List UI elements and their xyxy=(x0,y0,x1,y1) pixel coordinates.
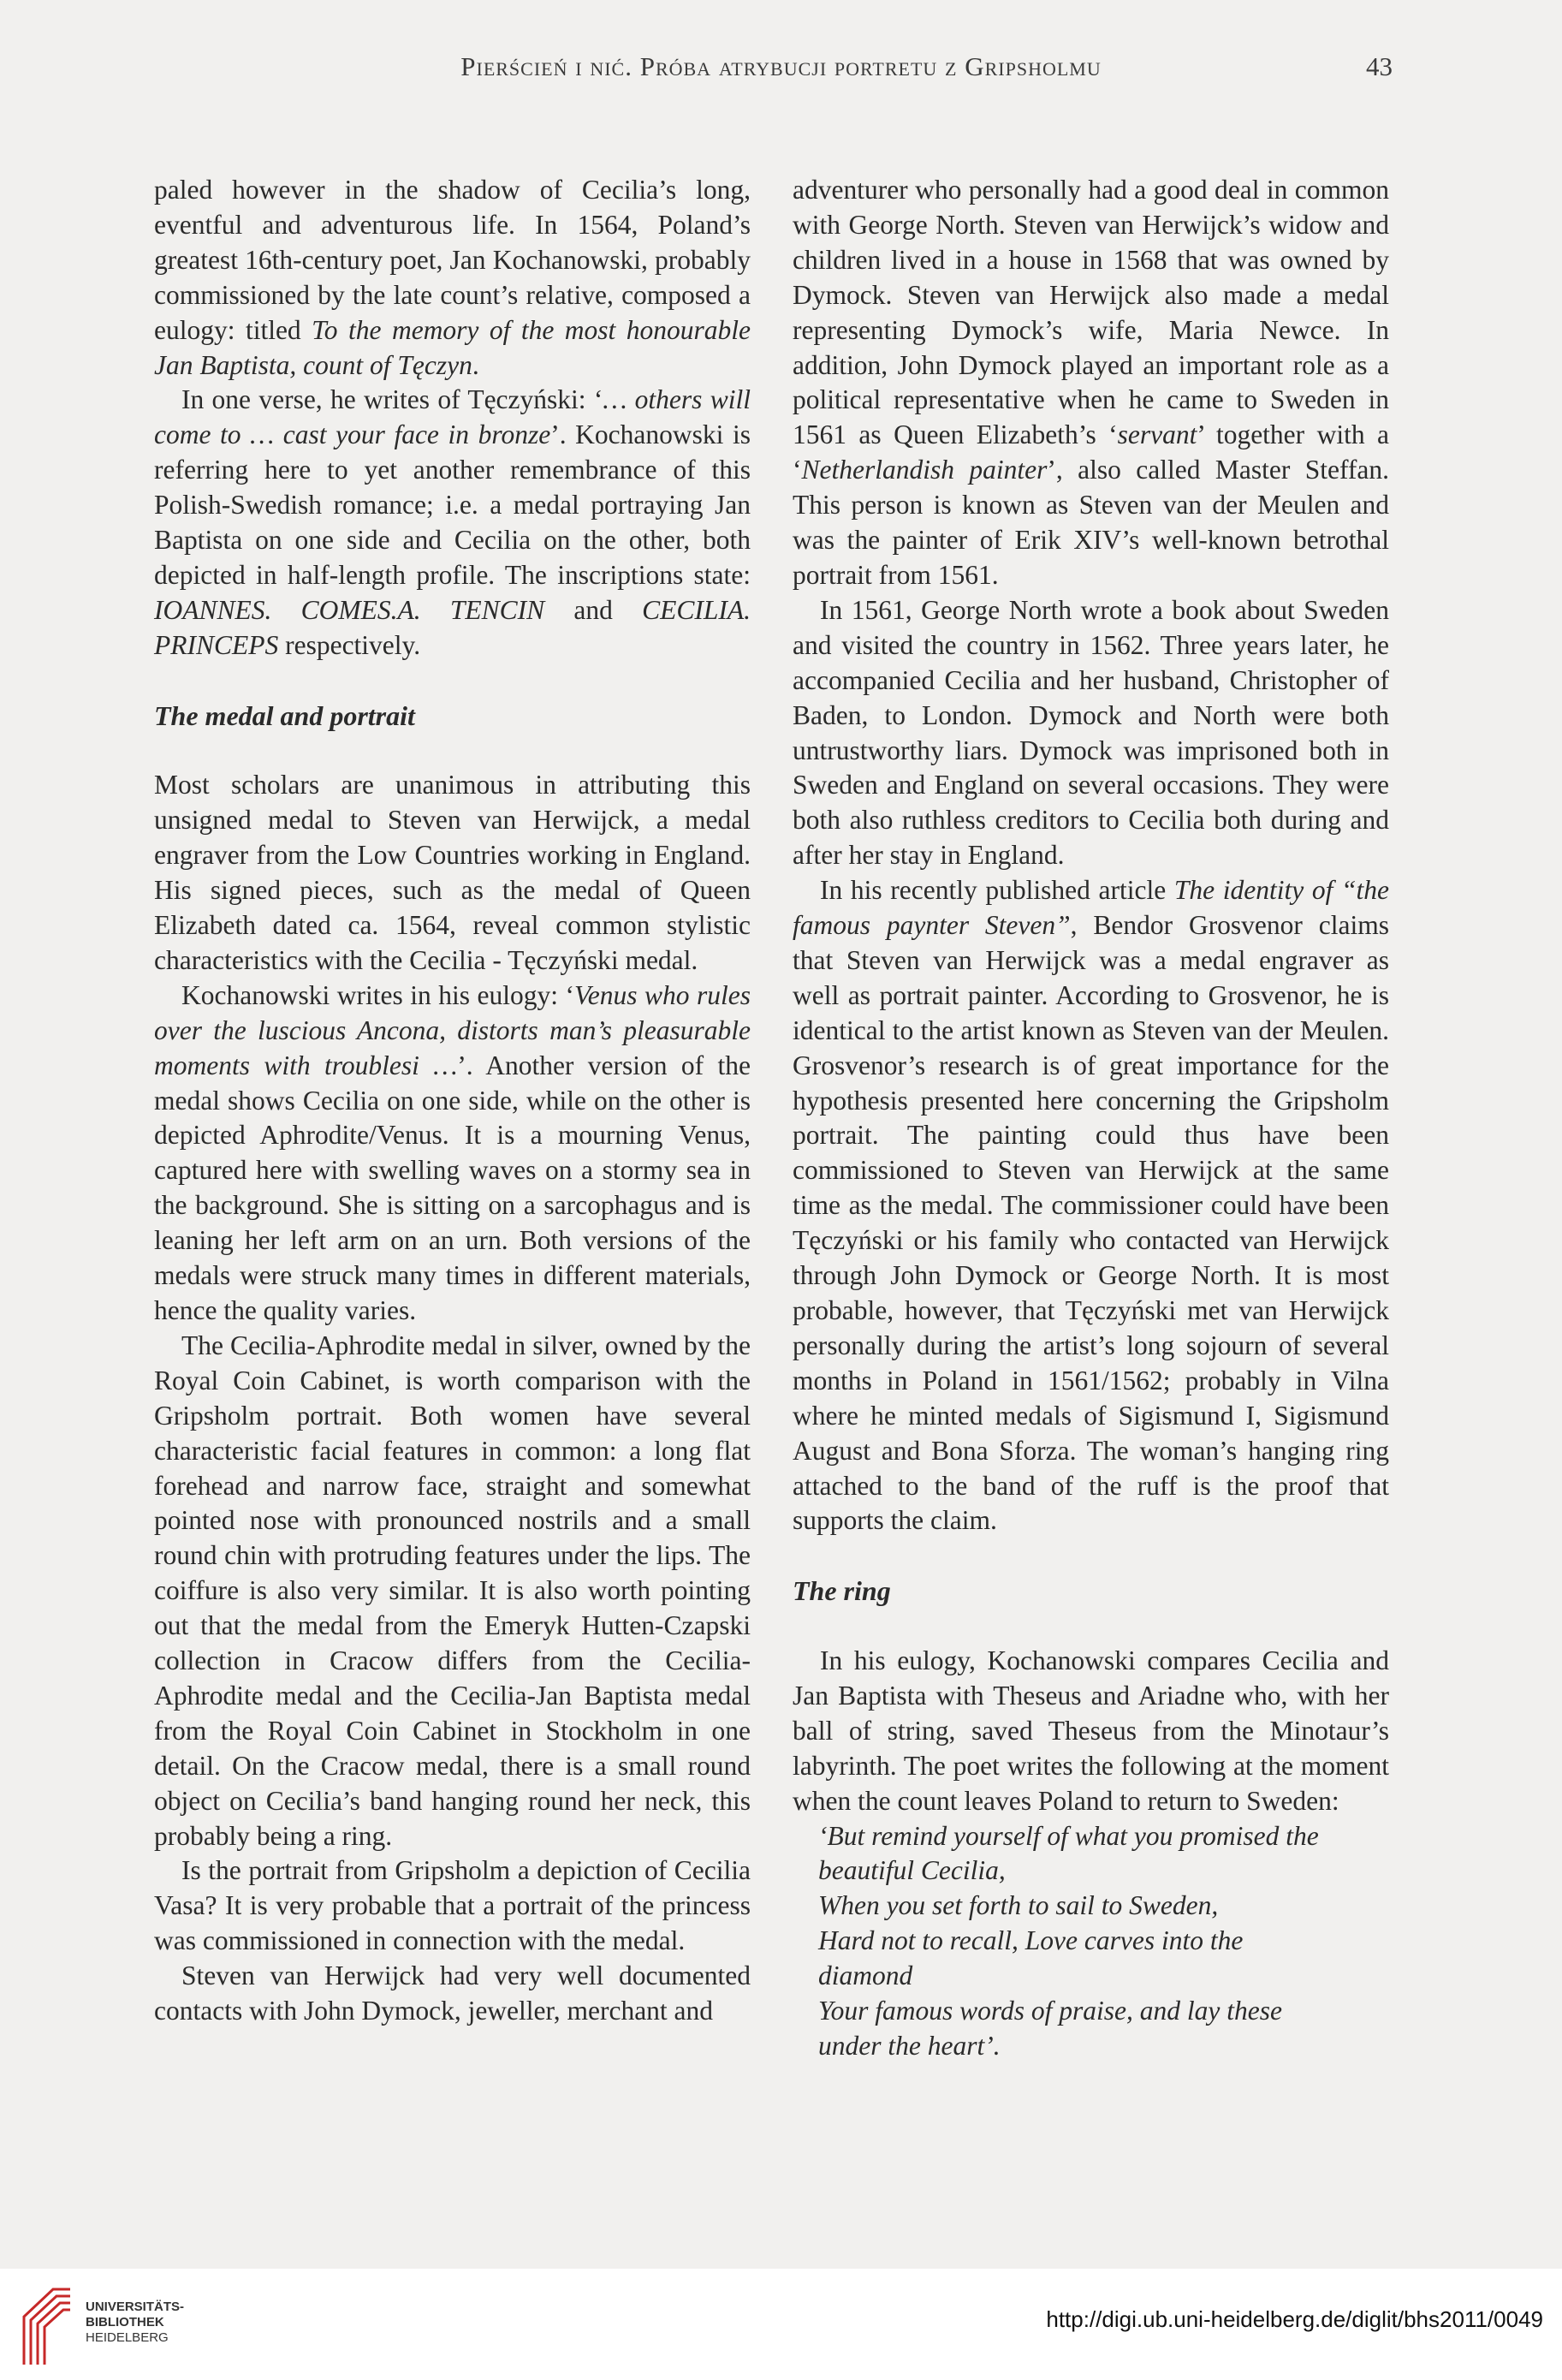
paragraph: In 1561, George North wrote a book about Sweden and visited the country in 1562. Three years later, he accompanied Cecilia and her husband, Christopher of Baden, to London. Dymock and North were both untrustworthy liars. Dymock was imprisoned both in Sweden and England on several occasions. They were both also ruthless creditors to Cecilia both during and after her stay in England. xyxy=(793,594,1389,871)
source-url-link[interactable]: http://digi.ub.uni-heidelberg.de/diglit/bhs2011/0049 xyxy=(1046,2306,1543,2332)
inscription: CECILIA. PRINCEPS xyxy=(154,594,751,660)
poem-line: When you set forth to sail to Sweden, xyxy=(818,1890,1219,1921)
paragraph: adventurer who personally had a good deal in common with George North. Steven van Herwijck’s widow and children lived in a house in 1568 that was owned by Dymock. Steven van Herwijck also made a medal representing Dymock’s wife, Maria Newce. In addition, John Dymock played an important role as a political representative when he came to Sweden in 1561 as Queen Elizabeth’s ‘servant’ together with a ‘Netherlandish painter’, also called Master Steffan. This person is known as Steven van der Meulen and was the painter of Erik XIV’s well-known betrothal portrait from 1561. xyxy=(793,175,1389,590)
eulogy-title: To the memory of the most honourable Jan Baptista, count of Tęczyn xyxy=(154,314,751,380)
paragraph: Most scholars are unanimous in attributing this unsigned medal to Steven van Herwijck, a medal engraver from the Low Countries working in England. His signed pieces, such as the medal of Queen Elizabeth dated ca. 1564, reveal common stylistic characteristics with the Cecilia - Tęczyński medal. xyxy=(154,770,751,975)
article-title: The identity of “the famous paynter Steven” xyxy=(793,875,1389,941)
poem-line: diamond xyxy=(818,1961,913,1991)
paragraph: Is the portrait from Gripsholm a depiction of Cecilia Vasa? It is very probable that a portrait of the princess was commissioned in connection with the medal. xyxy=(154,1855,751,1956)
quote: … others will come to … cast your face in bronze xyxy=(154,384,751,450)
quote: Netherlandish painter xyxy=(801,455,1048,485)
poem-line: ‘But remind yourself of what you promised the xyxy=(818,1820,1319,1851)
library-logo-icon xyxy=(19,2282,75,2368)
digitization-footer xyxy=(0,2269,1562,2380)
paragraph: Steven van Herwijck had very well documented contacts with John Dymock, jeweller, merchant and xyxy=(154,1961,751,2026)
section-heading: The medal and portrait xyxy=(154,699,415,731)
poem-line: Hard not to recall, Love carves into the xyxy=(818,1925,1244,1956)
inscription: IOANNES. COMES.A. TENCIN xyxy=(154,594,545,625)
paragraph: In one verse, he writes of Tęczyński: ‘… others will come to … cast your face in bronze’. Kochanowski is referring here to yet another remembrance of this Polish-Swedish romance; i.e. a medal portraying Jan Baptista on one side and Cecilia on the other, both depicted in half-length profile. The inscriptions state: IOANNES. COMES.A. TENCIN and CECILIA. PRINCEPS respectively. xyxy=(154,384,751,660)
paragraph: The Cecilia-Aphrodite medal in silver, owned by the Royal Coin Cabinet, is worth comparison with the Gripsholm portrait. Both women have several characteristic facial features in common: a long flat forehead and narrow face, straight and somewhat pointed nose with pronounced nostrils and a small round chin with protruding features under the lips. The coiffure is also very similar. It is also worth pointing out that the medal from the Emeryk Hutten-Czapski collection in Cracow differs from the Cecilia-Aphrodite medal and the Cecilia-Jan Baptista medal from the Royal Coin Cabinet in Stockholm in one detail. On the Cracow medal, there is a small round object on Cecilia’s band hanging round her neck, this probably being a ring. xyxy=(154,1330,751,1851)
paragraph: In his recently published article The identity of “the famous paynter Steven”, Bendor Grosvenor claims that Steven van Herwijck was a medal engraver as well as portrait painter. According to Grosvenor, he is identical to the artist known as Steven van der Meulen. Grosvenor’s research is of great importance for the hypothesis presented here concerning the Gripsholm portrait. The painting could thus have been commissioned to Steven van Herwijck at the same time as the medal. The commissioner could have been Tęczyński or his family who contacted van Herwijck through John Dymock or George North. It is most probable, however, that Tęczyński met van Herwijck personally during the artist’s long sojourn of several months in Poland in 1561/1562; probably in Vilna where he minted medals of Sigismund I, Sigismund August and Bona Sforza. The woman’s hanging ring attached to the band of the ruff is the proof that supports the claim. xyxy=(793,875,1389,1536)
section-heading: The ring xyxy=(793,1575,891,1607)
quote: servant xyxy=(1117,419,1197,450)
right-column xyxy=(793,173,1389,2064)
poem-line: beautiful Cecilia, xyxy=(818,1855,1006,1886)
paragraph: paled however in the shadow of Cecilia’s long, eventful and adventurous life. In 1564, Poland’s greatest 16th-century poet, Jan Kochanowski, probably commissioned by the late count’s relative, composed a eulogy: titled To the memory of the most honourable Jan Baptista, count of Tęczyn. xyxy=(154,175,751,380)
left-column xyxy=(154,173,751,2029)
running-title: Pierścień i nić. Próba atrybucji portretu z Gripsholmu xyxy=(460,51,1102,81)
paragraph: In his eulogy, Kochanowski compares Cecilia and Jan Baptista with Theseus and Ariadne who, with her ball of string, saved Theseus from the Minotaur’s labyrinth. The poet writes the following at the moment when the count leaves Poland to return to Sweden: xyxy=(793,1645,1389,1816)
poem xyxy=(793,1819,1389,2064)
poem-line: under the heart’. xyxy=(818,2031,1001,2061)
page-number: 43 xyxy=(1366,51,1393,81)
running-head xyxy=(0,51,1562,89)
library-name: UNIVERSITÄTS- BIBLIOTHEK HEIDELBERG xyxy=(86,2300,185,2345)
paragraph: Kochanowski writes in his eulogy: ‘Venus who rules over the luscious Ancona, distorts man’s pleasurable moments with troublesi …’. Another version of the medal shows Cecilia on one side, while on the other is depicted Aphrodite/Venus. It is a mourning Venus, captured here with swelling waves on a stormy sea in the background. She is sitting on a sarcophagus and is leaning her left arm on an urn. Both versions of the medals were struck many times in different materials, hence the quality varies. xyxy=(154,979,751,1325)
poem-line: Your famous words of praise, and lay these xyxy=(818,1996,1282,2026)
quote: Venus who rules over the luscious Ancona, distorts man’s pleasurable moments with troublesi … xyxy=(154,979,751,1080)
